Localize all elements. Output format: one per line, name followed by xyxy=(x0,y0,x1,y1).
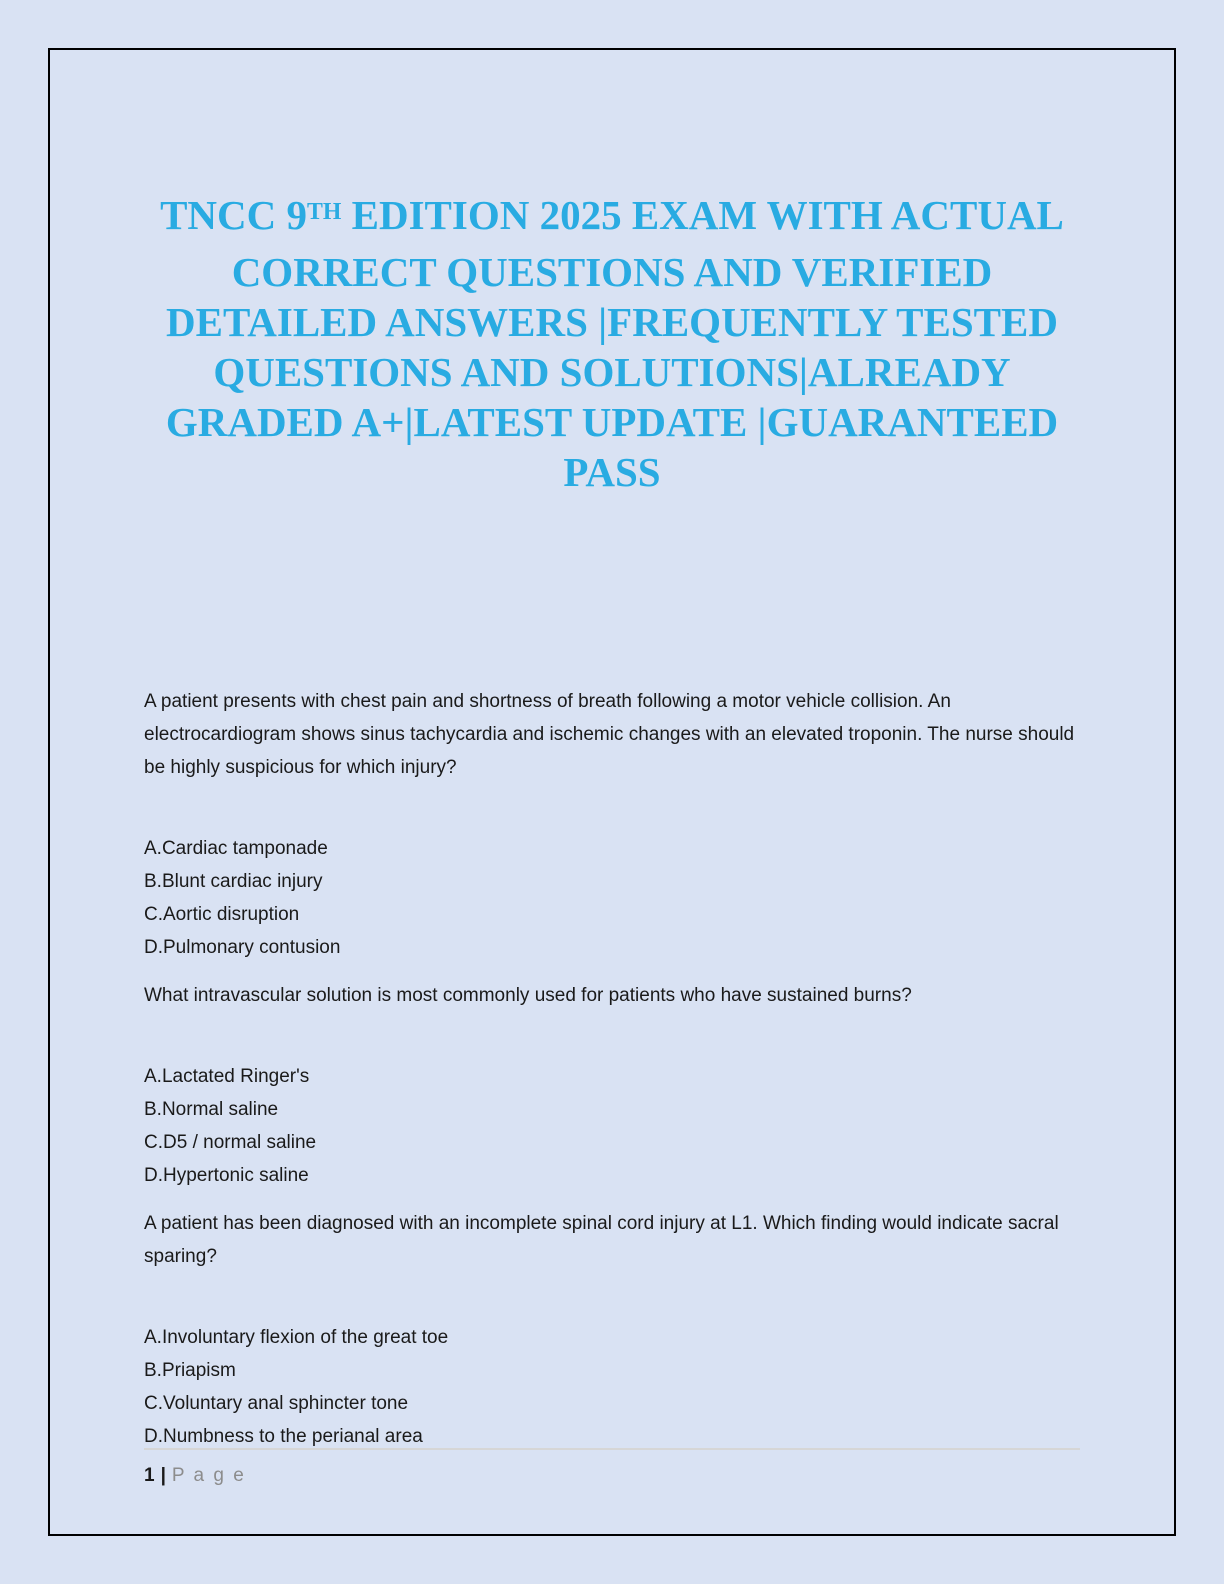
options-group xyxy=(144,1060,1080,1192)
page-content xyxy=(144,50,1080,1534)
options-group xyxy=(144,1321,1080,1453)
title-line-3: DETAILED ANSWERS |FREQUENTLY TESTED xyxy=(166,299,1058,345)
questions-section xyxy=(144,685,1080,1453)
footer-divider xyxy=(144,1448,1080,1450)
question-text: A patient has been diagnosed with an incomplete spinal cord injury at L1. Which finding would indicate sacral sparing? xyxy=(144,1213,1059,1267)
option-item: D.Hypertonic saline xyxy=(144,1165,309,1186)
title-line-1-pre: TNCC 9 xyxy=(160,192,308,238)
footer-separator: | xyxy=(160,1465,166,1486)
title-line-1 xyxy=(144,190,1080,247)
page-border xyxy=(48,48,1176,1536)
title-line-2: CORRECT QUESTIONS AND VERIFIED xyxy=(231,249,993,295)
option-item: D.Numbness to the perianal area xyxy=(144,1426,423,1447)
option-item: B.Normal saline xyxy=(144,1099,279,1120)
option-item: A.Cardiac tamponade xyxy=(144,838,328,859)
title-line-5: GRADED A+|LATEST UPDATE |GUARANTEED xyxy=(165,399,1059,445)
option-item: C.Voluntary anal sphincter tone xyxy=(144,1393,409,1414)
option-item: A.Lactated Ringer's xyxy=(144,1066,310,1087)
option-item: C.D5 / normal saline xyxy=(144,1132,317,1153)
title-superscript: TH xyxy=(307,199,342,226)
page-number: 1 xyxy=(144,1465,155,1486)
question-text: What intravascular solution is most commonly used for patients who have sustained burns? xyxy=(144,985,912,1006)
document-title xyxy=(144,190,1080,497)
question-text: A patient presents with chest pain and shortness of breath following a motor vehicle collision. An electrocardiogram shows sinus tachycardia and ischemic changes with an elevated troponin. The nurse should be highly suspicious for which injury? xyxy=(144,691,1075,778)
option-item: B.Blunt cardiac injury xyxy=(144,871,323,892)
title-line-1-post: EDITION 2025 EXAM WITH ACTUAL xyxy=(341,192,1064,238)
option-item: B.Priapism xyxy=(144,1360,236,1381)
title-line-4: QUESTIONS AND SOLUTIONS|ALREADY xyxy=(213,349,1011,395)
footer-text xyxy=(144,1462,1080,1490)
options-group xyxy=(144,832,1080,964)
option-item: D.Pulmonary contusion xyxy=(144,937,341,958)
page-label: P a g e xyxy=(171,1465,246,1486)
title-line-6: PASS xyxy=(563,449,661,495)
page-footer xyxy=(144,1448,1080,1490)
option-item: A.Involuntary flexion of the great toe xyxy=(144,1327,449,1348)
option-item: C.Aortic disruption xyxy=(144,904,300,925)
